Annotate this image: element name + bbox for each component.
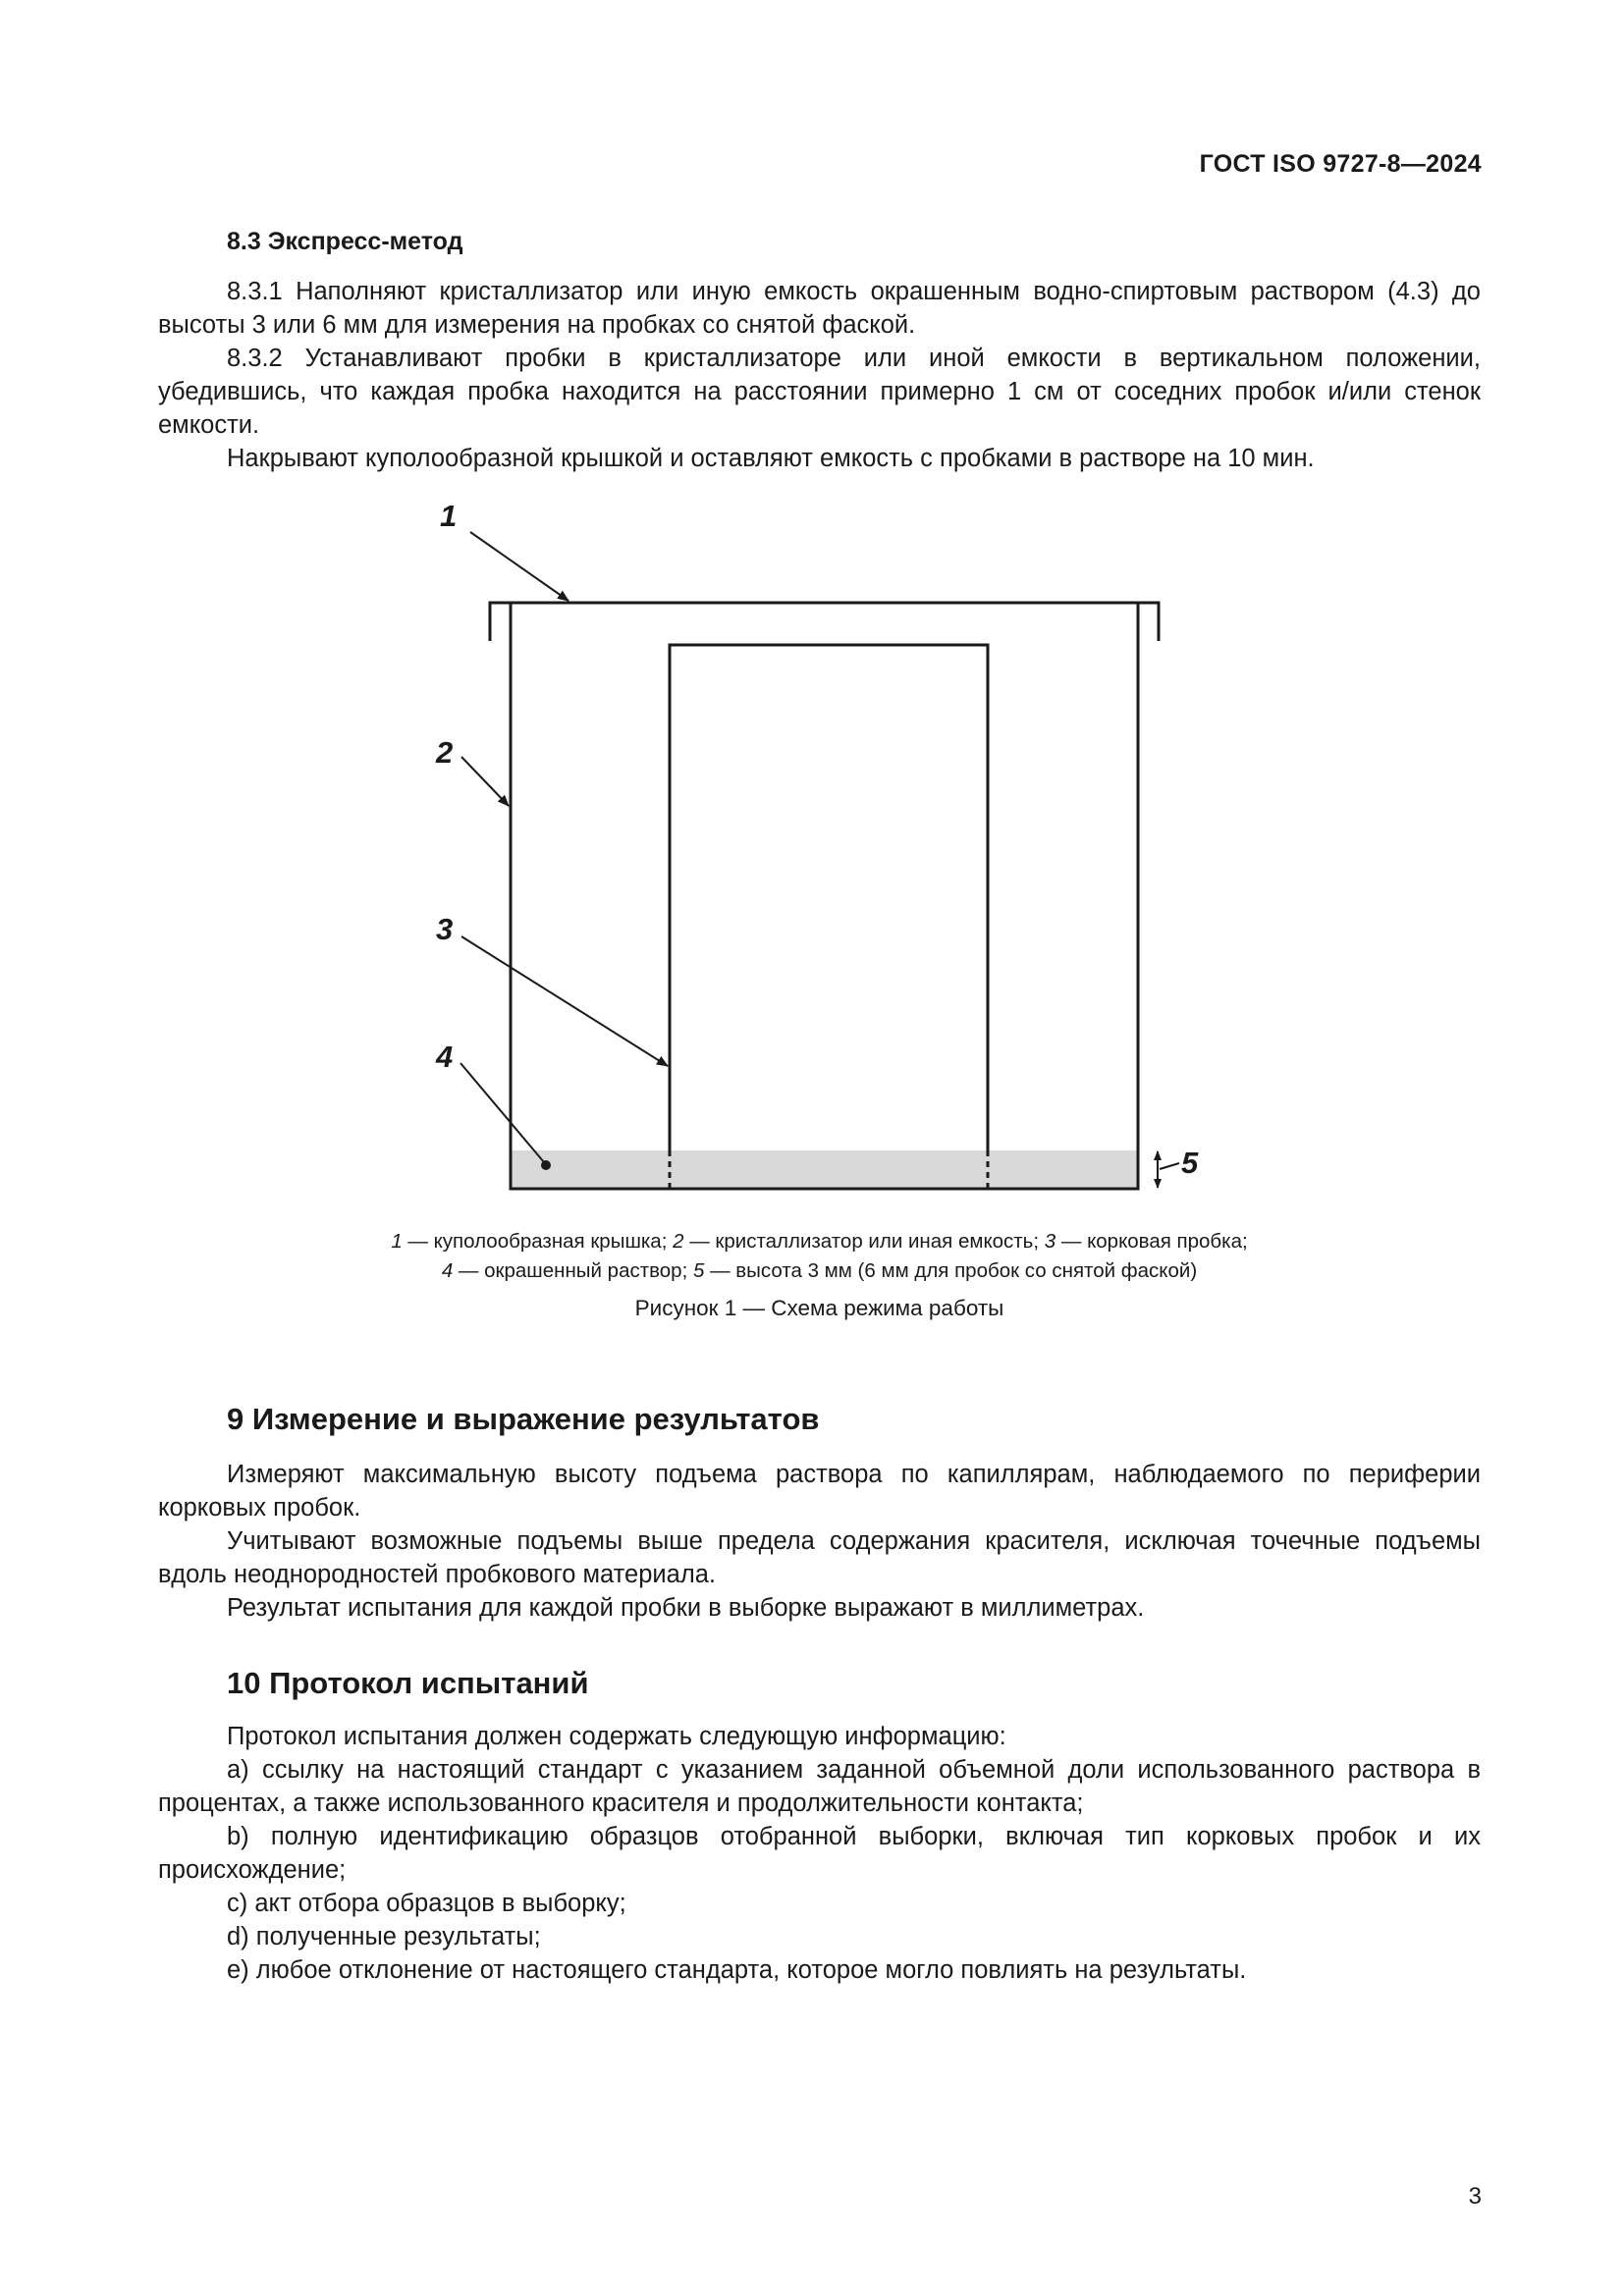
key-num: 3 <box>1044 1230 1056 1253</box>
colored-solution <box>511 1150 1138 1188</box>
callout-3: 3 <box>436 912 454 946</box>
figure-key-line-1 <box>158 1227 1481 1256</box>
leader-5 <box>1160 1163 1179 1169</box>
key-text: — высота 3 мм (6 мм для пробок со снятой фаской) <box>704 1259 1198 1282</box>
list-item-e: e) любое отклонение от настоящего стандарта, которое могло повлиять на результаты. <box>227 1956 1247 1984</box>
section-9-body <box>158 1458 1481 1625</box>
section-title-10: 10 Протокол испытаний <box>227 1666 589 1700</box>
key-num: 1 <box>391 1230 403 1253</box>
page-number: 3 <box>1468 2183 1482 2210</box>
figure-key-line-2 <box>158 1256 1481 1286</box>
leader-3 <box>461 936 668 1066</box>
key-text: — кристаллизатор или иная емкость; <box>683 1230 1045 1253</box>
key-text: — куполообразная крышка; <box>402 1230 674 1253</box>
leader-1 <box>470 532 568 601</box>
section-10-body <box>158 1720 1481 1987</box>
list-item-c: c) акт отбора образцов в выборку; <box>227 1890 626 1917</box>
dome-lid <box>490 603 1159 641</box>
cork-stopper <box>670 645 988 1150</box>
paragraph-9-1: Измеряют максимальную высоту подъема раствора по капиллярам, наблюдаемого по периферии корковых пробок. <box>158 1461 1481 1522</box>
figure-title: Рисунок 1 — Схема режима работы <box>634 1296 1004 1320</box>
list-item-a: a) ссылку на настоящий стандарт с указанием заданной объемной доли использованного раствора в процентах, а также использованного красителя и продолжительности контакта; <box>158 1756 1481 1817</box>
key-num: 4 <box>441 1259 454 1282</box>
paragraph-10-intro: Протокол испытания должен содержать следующую информацию: <box>227 1723 1006 1750</box>
paragraph-8-3-2: 8.3.2 Устанавливают пробки в кристаллизаторе или иной емкости в вертикальном положении, убедившись, что каждая пробка находится на расстоянии примерно 1 см от соседних пробок и/или стенок емкости. <box>158 345 1481 439</box>
leader-4-dot <box>541 1160 551 1170</box>
paragraph-8-3-1: 8.3.1 Наполняют кристаллизатор или иную емкость окрашенным водно-спиртовым раствором (4.3) до высоты 3 или 6 мм для измерения на пробках со снятой фаской. <box>158 278 1481 339</box>
key-text: — окрашенный раствор; <box>453 1259 693 1282</box>
section-8-3-body <box>158 275 1481 475</box>
callout-1: 1 <box>440 499 458 533</box>
key-num: 2 <box>673 1230 684 1253</box>
standard-code: ГОСТ ISO 9727-8—2024 <box>1199 150 1482 178</box>
figure-key <box>158 1227 1481 1286</box>
callout-5: 5 <box>1181 1146 1199 1180</box>
subsection-title-8-3: 8.3 Экспресс-метод <box>227 228 463 255</box>
section-title-9: 9 Измерение и выражение результатов <box>227 1402 820 1436</box>
paragraph-9-2: Учитывают возможные подъемы выше предела содержания красителя, исключая точечные подъемы вдоль неоднородностей пробкового материала. <box>158 1527 1481 1588</box>
list-item-b: b) полную идентификацию образцов отобранной выборки, включая тип корковых пробок и их происхождение; <box>158 1823 1481 1884</box>
callout-2: 2 <box>436 735 454 770</box>
callout-4: 4 <box>436 1040 454 1074</box>
key-text: — корковая пробка; <box>1056 1230 1248 1253</box>
paragraph-8-3-cover: Накрывают куполообразной крышкой и оставляют емкость с пробками в растворе на 10 мин. <box>227 445 1315 472</box>
figure-1 <box>158 496 1481 1232</box>
leader-2 <box>461 757 509 806</box>
key-num: 5 <box>692 1259 705 1282</box>
crystallizer-container <box>511 603 1138 1189</box>
list-item-d: d) полученные результаты; <box>227 1923 541 1950</box>
paragraph-9-3: Результат испытания для каждой пробки в выборке выражают в миллиметрах. <box>227 1594 1145 1622</box>
leader-4 <box>460 1063 544 1162</box>
figure-diagram <box>158 496 1481 1232</box>
